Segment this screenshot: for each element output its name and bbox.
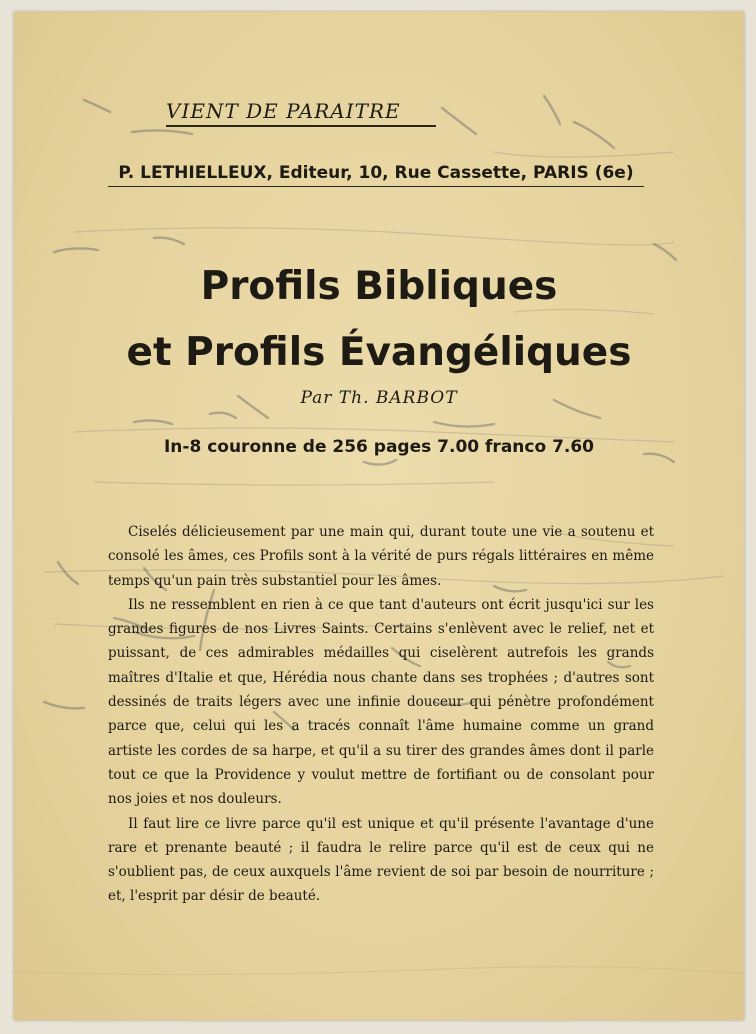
description-paragraph: Ciselés délicieusement par une main qui, durant toute une vie a soutenu et consolé les âmes, ces Profils sont à la vérité de purs régals littéraires en même temps qu'un pain très substantiel pour les âmes. bbox=[108, 524, 654, 589]
description-paragraph: Ils ne ressemblent en rien à ce que tant d'auteurs ont écrit jusqu'ici sur les grandes figures de nos Livres Saints. Certains s'enlèvent avec le relief, net et puissant, de ces admirables médailles qui ciselèrent autrefois les grands maîtres d'Italie et que, Hérédia nous chante dans ses trophées ; d'autres sont dessinés de traits légers avec une infinie douceur qui pénètre profondément parce que, celui qui les a tracés connaît l'âme humaine comme un grand artiste les cordes de sa harpe, et qu'il a su tirer des grandes âmes dont il parle tout ce que la Providence y voulut mettre de fortifiant ou de consolant pour nos joies et nos douleurs. bbox=[108, 596, 654, 808]
announcement-heading: VIENT DE PARAITRE bbox=[166, 98, 436, 127]
format-price-line: In-8 couronne de 256 pages 7.00 franco 7.60 bbox=[163, 437, 595, 457]
paper-sheet bbox=[14, 12, 744, 1020]
book-title-line-2: et Profils Évangéliques bbox=[126, 330, 632, 375]
book-title-line-1: Profils Bibliques bbox=[200, 264, 558, 309]
page-content bbox=[14, 12, 744, 1020]
description-text bbox=[108, 520, 654, 909]
publisher-line: P. LETHIELLEUX, Editeur, 10, Rue Cassette, PARIS (6e) bbox=[108, 160, 644, 187]
description-paragraph: Il faut lire ce livre parce qu'il est unique et qu'il présente l'avantage d'une rare et prenante beauté ; il faudra le relire parce qu'il est de ceux qui ne s'oublient pas, de ceux auxquels l'âme revient de soi par besoin de nourriture ; et, l'esprit par désir de beauté. bbox=[108, 815, 654, 905]
author-line: Par Th. BARBOT bbox=[300, 388, 458, 408]
